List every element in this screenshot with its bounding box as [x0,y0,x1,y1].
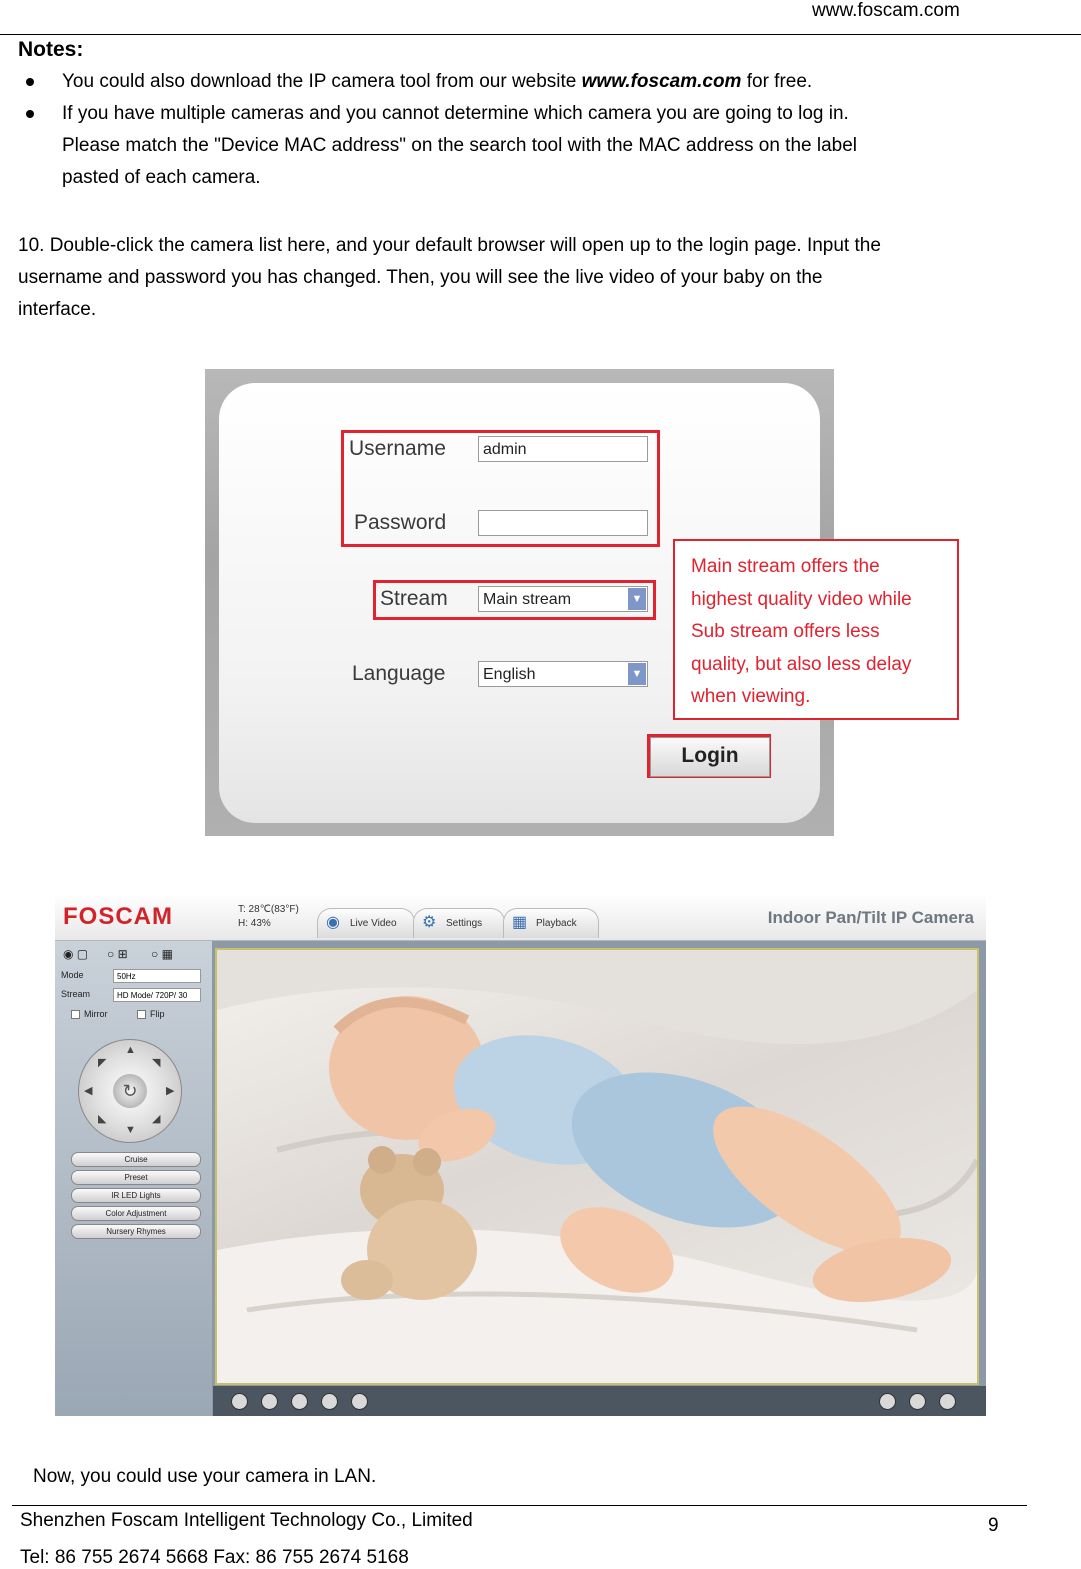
callout-line: highest quality video while [691,588,912,610]
play-icon[interactable] [231,1393,248,1410]
full-screen-icon[interactable] [909,1393,926,1410]
language-label: Language [352,662,446,685]
tab-settings[interactable] [413,908,505,938]
reset-position-icon[interactable]: ↻ [113,1074,147,1108]
note-2-line: pasted of each camera. [62,167,261,188]
callout-line: Main stream offers the [691,556,880,577]
tab-playback[interactable] [503,908,599,938]
step-10-line: 10. Double-click the camera list here, and your default browser will open up to the login page. Input the [18,235,881,256]
arrow-right-icon[interactable]: ▶ [166,1085,175,1097]
footer-contact: Tel: 86 755 2674 5668 Fax: 86 755 2674 5168 [20,1547,409,1568]
note-bullet-2 [62,98,1052,194]
username-label: Username [349,437,446,460]
stream-label: Stream [380,587,448,610]
gear-icon: ⚙ [422,914,437,931]
flip-checkbox[interactable] [137,1010,146,1019]
camera-side-panel [55,941,212,1416]
mode-label: Mode [61,970,84,980]
arrow-up-icon[interactable]: ▲ [125,1044,136,1056]
arrow-down-right-icon[interactable]: ◢ [152,1113,161,1125]
header-rule [0,34,1081,35]
foscam-logo: FOSCAM [63,903,173,930]
tab-label: Playback [536,918,577,929]
layout-4-icon[interactable]: ○ ⊞ [107,947,128,961]
notes-title: Notes: [18,38,84,61]
stream-select[interactable] [478,586,648,612]
stream-select-value: Main stream [483,591,572,608]
note-1-suffix: for free. [741,71,813,92]
note-2-line: Please match the "Device MAC address" on the search tool with the MAC address on the label [62,135,858,156]
mirror-checkbox[interactable] [71,1010,80,1019]
layout-9-icon[interactable]: ○ ▦ [151,947,173,961]
humidity-readout: H: 43% [238,918,271,929]
bullet-dot [26,78,34,86]
closing-line: Now, you could use your camera in LAN. [33,1466,377,1487]
camera-ui-figure [55,894,986,1416]
layout-1-icon[interactable]: ◉ ▢ [63,947,89,961]
webcam-icon: ◉ [326,914,340,931]
language-select-value: English [483,666,536,683]
bullet-dot [26,110,34,118]
nursery-rhymes-button[interactable]: Nursery Rhymes [71,1224,201,1239]
page-number: 9 [988,1515,999,1536]
step-10-line: interface. [18,299,97,320]
mode-select[interactable]: 50Hz [113,969,201,983]
temperature-readout: T: 28℃(83°F) [238,904,299,915]
tab-label: Live Video [350,918,397,929]
sensor-readout [238,903,299,931]
camera-model-title: Indoor Pan/Tilt IP Camera [767,908,974,927]
username-input[interactable]: admin [478,436,648,462]
mirror-label: Mirror [84,1009,108,1019]
language-select[interactable] [478,661,648,687]
stream-mode-select[interactable]: HD Mode/ 720P/ 30 [113,988,201,1002]
arrow-up-right-icon[interactable]: ◥ [152,1057,161,1069]
chevron-down-icon: ▼ [628,588,646,610]
password-input[interactable] [478,510,648,536]
preset-button[interactable]: Preset [71,1170,201,1185]
live-video-feed [215,948,979,1385]
tab-live-video[interactable] [317,908,415,938]
flip-label: Flip [150,1009,165,1019]
step-10-paragraph [18,230,1058,326]
callout-line: quality, but also less delay [691,653,912,675]
note-bullet-1 [62,66,1052,98]
footer-rule [12,1505,1027,1506]
arrow-down-icon[interactable]: ▼ [125,1124,136,1136]
stop-icon[interactable] [261,1393,278,1410]
chevron-down-icon: ▼ [628,663,646,685]
color-adjustment-button[interactable]: Color Adjustment [71,1206,201,1221]
note-1-prefix: You could also download the IP camera tool from our website [62,71,582,92]
footer-company: Shenzhen Foscam Intelligent Technology Co., Limited [20,1510,473,1531]
callout-line: Sub stream offers less [691,621,880,642]
tab-label: Settings [446,918,483,929]
password-label: Password [354,511,447,534]
calendar-icon: ▦ [512,914,528,931]
ptz-direction-pad[interactable] [78,1039,182,1143]
arrow-down-left-icon[interactable]: ◣ [98,1113,107,1125]
login-button[interactable]: Login [650,737,770,777]
note-2-line: If you have multiple cameras and you cannot determine which camera you are going to log in. [62,103,849,124]
zoom-icon[interactable] [939,1393,956,1410]
callout-line: when viewing. [691,686,811,707]
audio-icon[interactable] [321,1393,338,1410]
cruise-button[interactable]: Cruise [71,1152,201,1167]
baby-photo [217,950,977,1383]
header-url: www.foscam.com [812,0,960,21]
ir-led-button[interactable]: IR LED Lights [71,1188,201,1203]
camera-ui-topbar [55,894,986,941]
stream-callout [673,539,959,720]
step-10-line: username and password you has changed. Then, you will see the live video of your baby on the [18,267,823,288]
website-link[interactable]: www.foscam.com [581,71,742,92]
record-icon[interactable] [879,1393,896,1410]
stream-label: Stream [61,989,91,999]
video-control-bar [213,1386,986,1416]
snapshot-icon[interactable] [351,1393,368,1410]
arrow-up-left-icon[interactable]: ◤ [98,1057,107,1069]
talk-icon[interactable] [291,1393,308,1410]
arrow-left-icon[interactable]: ◀ [84,1085,93,1097]
